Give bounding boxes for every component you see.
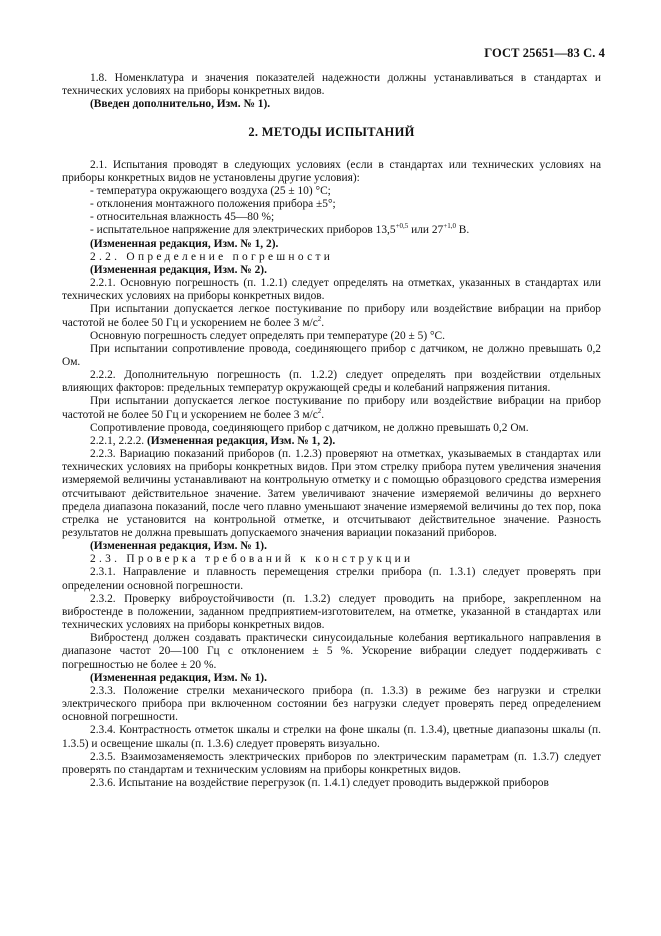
voltage-text: В. xyxy=(455,224,470,237)
paragraph-text: При испытании допускается легкое постукивание по прибору или воздействие вибрации на прибор частотой не более 50 Гц и ускорением не более 3 м/с xyxy=(62,395,601,421)
exponent: 2 xyxy=(317,406,322,415)
paragraph-text: При испытании допускается легкое постукивание по прибору или воздействие вибрации на прибор частотой не более 50 Гц и ускорением не более 3 м/с xyxy=(62,303,601,329)
paragraph: Основную погрешность следует определять при температуре (20 ± 5) °С. xyxy=(90,329,445,342)
page-content xyxy=(62,72,601,790)
paragraph-2-3-3: 2.3.3. Положение стрелки механического прибора (п. 1.3.3) в режиме без нагрузки и стрелки электрического прибора при включенном состоянии без нагрузки следует проверять перед определением основной погрешности. xyxy=(62,684,601,724)
paragraph-2-2-3: 2.2.3. Вариацию показаний приборов (п. 1.2.3) проверяют на отметках, указываемых в стандартах или технических условиях на приборы конкретных видов. При этом стрелку прибора путем увеличения значения измеряемой величины устанавливают на контрольную отметку и с помощью образцового средства измерения отсчитывают действительное значение. Затем увеличивают значение измеряемой величины до верхнего предела диапазона показаний, после чего плавно уменьшают значение измеряемой величины до тех пор, пока стрелка не установится на контрольной отметке, и отсчитывают действительное значение. Разность результатов не должна превышать допускаемого значения вариации показаний приборов. xyxy=(62,448,601,539)
paragraph: При испытании сопротивление провода, соединяющего прибор с датчиком, не должно превышать 0,2 Ом. xyxy=(62,342,601,368)
paragraph-text: . xyxy=(321,408,325,421)
amendment-note: (Измененная редакция, Изм. № 1). xyxy=(90,671,267,684)
paragraph: Сопротивление провода, соединяющего прибор с датчиком, не должно превышать 0,2 Ом. xyxy=(90,421,529,434)
subsection-title: 2.3. Проверка требований к конструкции xyxy=(90,553,414,566)
paragraph-2-1: 2.1. Испытания проводят в следующих условиях (если в стандартах или технических условиях на приборы конкретных видов не установлены другие условия): xyxy=(62,158,601,184)
paragraph-2-2-2: 2.2.2. Дополнительную погрешность (п. 1.2.2) следует определять при воздействии отдельных влияющих факторов: предельных температур окружающей среды и колебаний напряжения питания. xyxy=(62,369,601,395)
paragraph-2-3-6: 2.3.6. Испытание на воздействие перегрузок (п. 1.4.1) следует проводить выдержкой приборов xyxy=(90,776,549,789)
paragraph-1-8: 1.8. Номенклатура и значения показателей надежности должны устанавливаться в стандартах и технических условиях на приборы конкретных видов. xyxy=(62,72,601,98)
amendment-note: (Введен дополнительно, Изм. № 1). xyxy=(90,98,271,111)
paragraph-2-3-5: 2.3.5. Взаимозаменяемость электрических приборов по электрическим параметрам (п. 1.3.7) следует проверять по стандартам и техническим условиям на приборы конкретных видов. xyxy=(62,750,601,776)
amendment-note: (Измененная редакция, Изм. № 1). xyxy=(90,540,267,553)
paragraph xyxy=(62,303,601,329)
exponent: 2 xyxy=(317,314,322,323)
amendment-reference xyxy=(62,435,601,448)
paragraph-2-3-4: 2.3.4. Контрастность отметок шкалы и стрелки на фоне шкалы (п. 1.3.4), цветные диапазоны шкалы (п. 1.3.5) и освещение шкалы (п. 1.3.6) следует проверять визуально. xyxy=(62,724,601,750)
paragraph-text: . xyxy=(321,316,325,329)
tolerance-superscript: +0,5 xyxy=(395,222,409,231)
amendment-note: (Измененная редакция, Изм. № 1, 2). xyxy=(146,434,336,447)
list-item: - отклонения монтажного положения прибора ±5°; xyxy=(90,198,336,211)
amendment-note: (Измененная редакция, Изм. № 1, 2). xyxy=(90,237,279,250)
page-header: ГОСТ 25651—83 С. 4 xyxy=(484,46,605,60)
list-item: - относительная влажность 45—80 %; xyxy=(90,211,275,224)
amendment-note: (Измененная редакция, Изм. № 2). xyxy=(90,263,267,276)
list-item: - температура окружающего воздуха (25 ± 10) °С; xyxy=(90,184,331,197)
voltage-text: - испытательное напряжение для электрических приборов 13,5 xyxy=(90,224,396,237)
paragraph: Вибростенд должен создавать практически синусоидальные колебания вертикального направления в диапазоне частот 20—100 Гц с отклонением ± 5 %. Ускорение вибрации следует поддерживать с погрешностью не более ± 20 %. xyxy=(62,632,601,671)
list-item xyxy=(62,224,601,237)
voltage-text: или 27 xyxy=(408,224,444,237)
paragraph xyxy=(62,395,601,421)
paragraph-2-3-2: 2.3.2. Проверку виброустойчивости (п. 1.3.2) следует проводить на приборе, закрепленном на вибростенде в положении, заданном предприятием-изготовителем, на отметке, указанной в стандартах или технических условиях на приборы конкретных видов. xyxy=(62,592,601,632)
paragraph-2-3-1: 2.3.1. Направление и плавность перемещения стрелки прибора (п. 1.3.1) следует проверять при определении основной погрешности. xyxy=(62,566,601,592)
clause-numbers: 2.2.1, 2.2.2. xyxy=(90,434,147,447)
section-heading: 2. МЕТОДЫ ИСПЫТАНИЙ xyxy=(248,125,415,140)
subsection-title: 2.2. Определение погрешности xyxy=(90,250,334,263)
paragraph-2-2-1: 2.2.1. Основную погрешность (п. 1.2.1) следует определять на отметках, указанных в стандартах или технических условиях на приборы конкретных видов. xyxy=(62,277,601,303)
tolerance-superscript: +1,0 xyxy=(443,222,456,231)
